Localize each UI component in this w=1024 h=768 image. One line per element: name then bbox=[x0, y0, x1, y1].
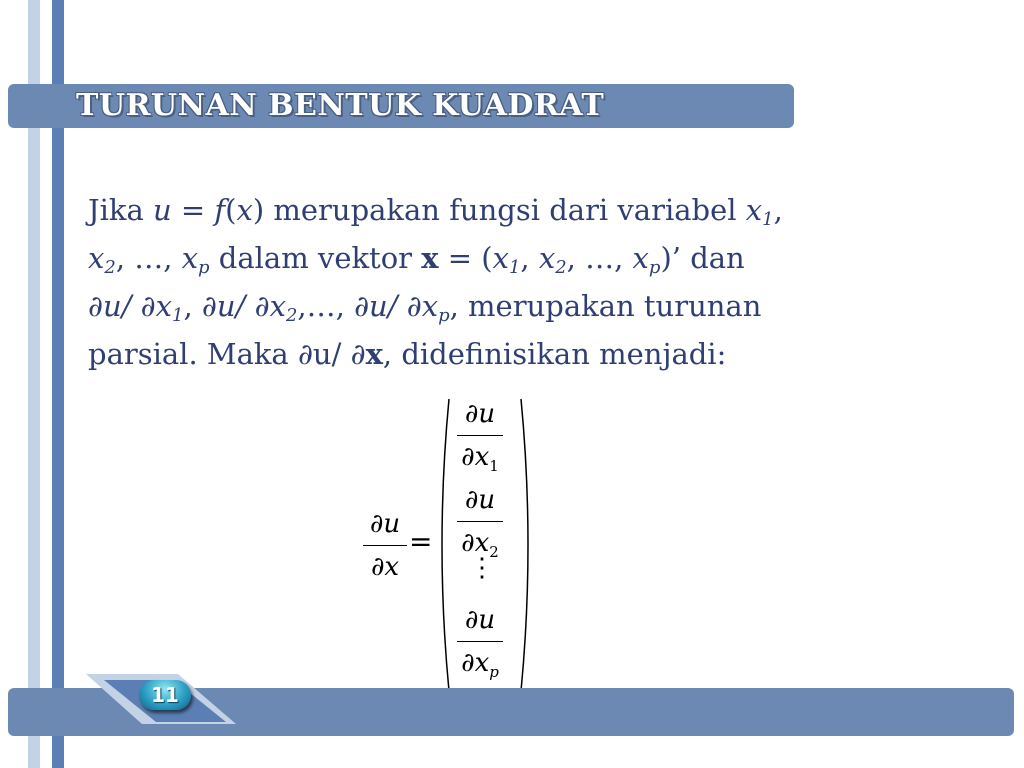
row3-denominator: ∂x bbox=[461, 648, 490, 678]
subscript: 1 bbox=[508, 257, 521, 278]
vector-x: x bbox=[421, 241, 439, 275]
var-x: x bbox=[538, 241, 556, 275]
row2-denominator: ∂x bbox=[461, 528, 490, 558]
fraction-bar bbox=[457, 521, 503, 522]
partial-u: ∂u bbox=[201, 289, 236, 323]
text-run: , bbox=[520, 241, 539, 275]
row2-fraction bbox=[457, 483, 503, 560]
text-run: , …, bbox=[115, 241, 182, 275]
var-f: f bbox=[214, 193, 226, 227]
row1-denominator: ∂x bbox=[461, 442, 490, 472]
text-run: = bbox=[171, 193, 215, 227]
partial-u: ∂u bbox=[88, 289, 122, 323]
var-x: x bbox=[181, 241, 199, 275]
text-run: , didefinisikan menjadi: bbox=[382, 337, 727, 371]
fraction-bar bbox=[363, 545, 407, 546]
subscript: p bbox=[198, 257, 210, 278]
text-run: ( bbox=[225, 193, 237, 227]
var-x: x bbox=[236, 193, 253, 227]
lhs-fraction bbox=[363, 507, 407, 584]
row3-subscript: p bbox=[489, 663, 499, 681]
row2-subscript: 2 bbox=[489, 543, 499, 561]
subscript: 2 bbox=[104, 257, 116, 278]
subscript: 2 bbox=[555, 257, 567, 278]
left-paren bbox=[442, 399, 449, 691]
text-run: , merupakan turunan bbox=[449, 289, 762, 323]
row3-numerator: ∂u bbox=[464, 605, 496, 635]
derivative-formula bbox=[355, 395, 535, 695]
row1-numerator: ∂u bbox=[464, 399, 496, 429]
partial-x: / ∂x bbox=[121, 289, 173, 323]
var-x: x bbox=[492, 241, 509, 275]
partial-x: / ∂x bbox=[235, 289, 286, 323]
text-run: , …, bbox=[566, 241, 633, 275]
lhs-numerator: ∂u bbox=[369, 509, 401, 539]
row1-fraction bbox=[457, 397, 503, 474]
subscript: p bbox=[648, 257, 661, 278]
subscript: 2 bbox=[285, 305, 298, 326]
page-number-badge: 11 bbox=[139, 680, 191, 710]
var-x: x bbox=[745, 193, 763, 227]
equals-sign: = bbox=[409, 525, 433, 558]
partial-u: ∂u bbox=[354, 289, 388, 323]
row3-fraction bbox=[457, 603, 503, 680]
body-paragraph bbox=[88, 186, 938, 378]
row2-numerator: ∂u bbox=[464, 485, 496, 515]
fraction-bar bbox=[457, 641, 503, 642]
lhs-denominator: ∂x bbox=[370, 552, 400, 582]
var-u: u bbox=[152, 193, 172, 227]
subscript: 1 bbox=[762, 209, 774, 230]
var-x: x bbox=[88, 241, 105, 275]
text-run: ) merupakan fungsi dari variabel bbox=[252, 193, 746, 227]
var-x: x bbox=[632, 241, 649, 275]
subscript: 1 bbox=[172, 305, 184, 326]
right-paren bbox=[521, 399, 528, 691]
subscript: p bbox=[438, 305, 450, 326]
text-run: )’ dan bbox=[660, 241, 745, 275]
row1-subscript: 1 bbox=[489, 457, 499, 475]
vertical-ellipsis: ⋮ bbox=[469, 553, 495, 583]
vector-x: x bbox=[365, 337, 383, 371]
text-run: ,…, bbox=[297, 289, 355, 323]
text-run: = ( bbox=[438, 241, 493, 275]
text-run: , bbox=[183, 289, 202, 323]
partial-x: / ∂x bbox=[387, 289, 439, 323]
fraction-bar bbox=[457, 435, 503, 436]
text-run: , bbox=[773, 193, 783, 227]
text-run: parsial. Maka ∂u/ ∂ bbox=[88, 337, 366, 371]
slide-title: TURUNAN BENTUK KUADRAT bbox=[76, 88, 605, 123]
text-run: Jika bbox=[88, 193, 153, 227]
text-run: dalam vektor bbox=[209, 241, 422, 275]
